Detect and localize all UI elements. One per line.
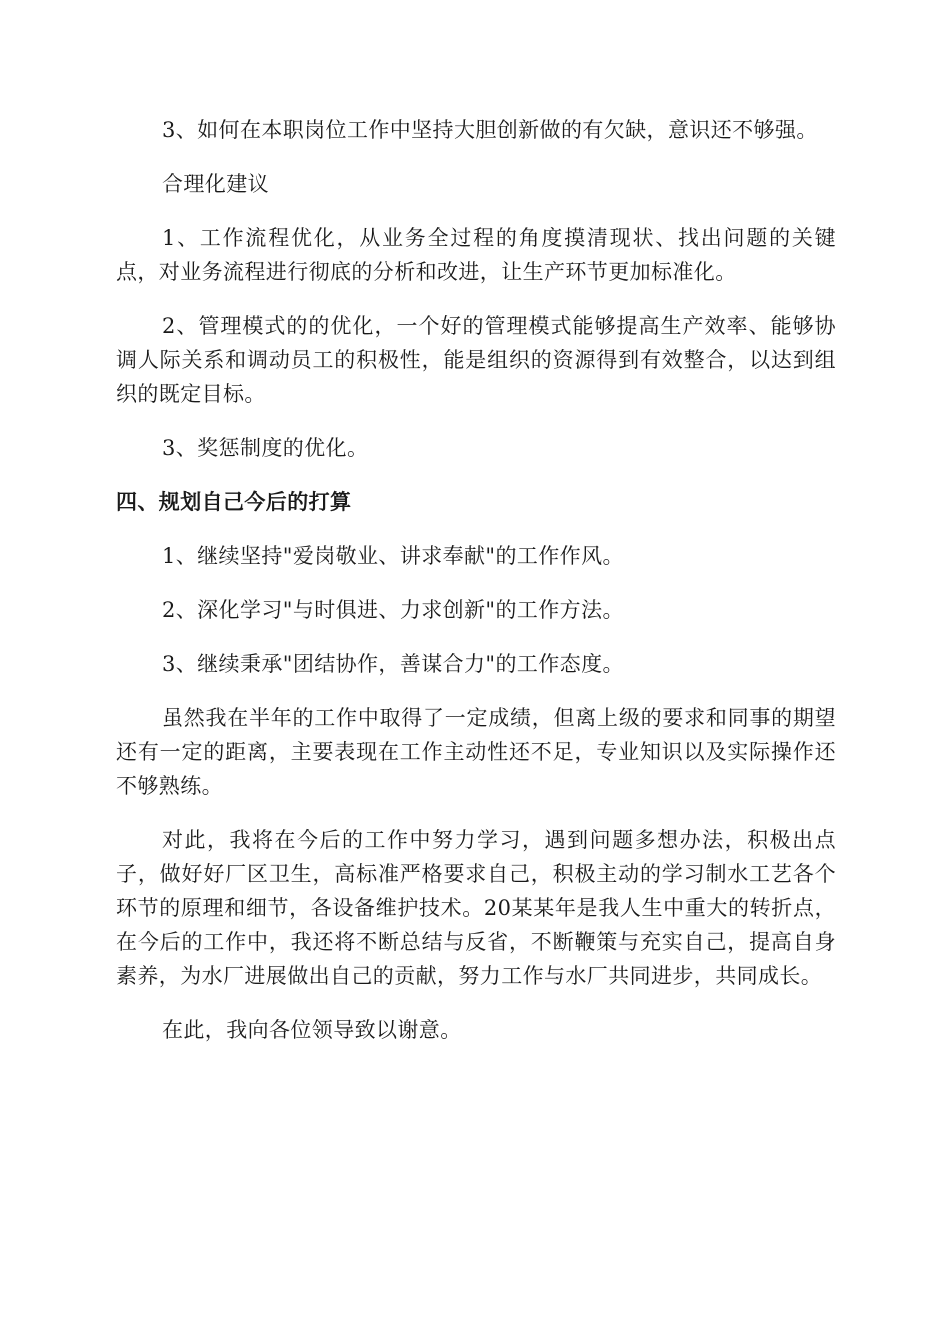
paragraph-suggestions-title: 合理化建议 — [162, 172, 269, 196]
paragraph-thanks: 在此，我向各位领导致以谢意。 — [162, 1018, 462, 1042]
paragraph-shortcomings: 虽然我在半年的工作中取得了一定成绩，但离上级的要求和同事的期望还有一定的距离，主要表现在工作主动性还不足，专业知识以及实际操作还不够熟练。 — [116, 706, 836, 798]
paragraph-innovation-deficiency: 3、如何在本职岗位工作中坚持大胆创新做的有欠缺，意识还不够强。 — [162, 118, 818, 142]
paragraph-plan-1: 1、继续坚持"爱岗敬业、讲求奉献"的工作作风。 — [162, 544, 624, 568]
section-heading-future-plans: 四、规划自己今后的打算 — [116, 489, 352, 514]
paragraph-plan-3: 3、继续秉承"团结协作，善谋合力"的工作态度。 — [162, 652, 624, 676]
paragraph-reward-optimization: 3、奖惩制度的优化。 — [162, 436, 369, 460]
document-page — [116, 113, 836, 1067]
paragraph-management-optimization: 2、管理模式的的优化，一个好的管理模式能够提高生产效率、能够协调人际关系和调动员工的积极性，能是组织的资源得到有效整合，以达到组织的既定目标。 — [116, 314, 836, 406]
paragraph-plan-2: 2、深化学习"与时俱进、力求创新"的工作方法。 — [162, 598, 624, 622]
paragraph-workflow-optimization: 1、工作流程优化，从业务全过程的角度摸清现状、找出问题的关键点，对业务流程进行彻底的分析和改进，让生产环节更加标准化。 — [116, 226, 836, 284]
paragraph-commitment: 对此，我将在今后的工作中努力学习，遇到问题多想办法，积极出点子，做好好厂区卫生，高标准严格要求自己，积极主动的学习制水工艺各个环节的原理和细节，各设备维护技术。20某某年是我人生中重大的转折点，在今后的工作中，我还将不断总结与反省，不断鞭策与充实自己，提高自身素养，为水厂进展做出自己的贡献，努力工作与水厂共同进步，共同成长。 — [116, 828, 836, 988]
